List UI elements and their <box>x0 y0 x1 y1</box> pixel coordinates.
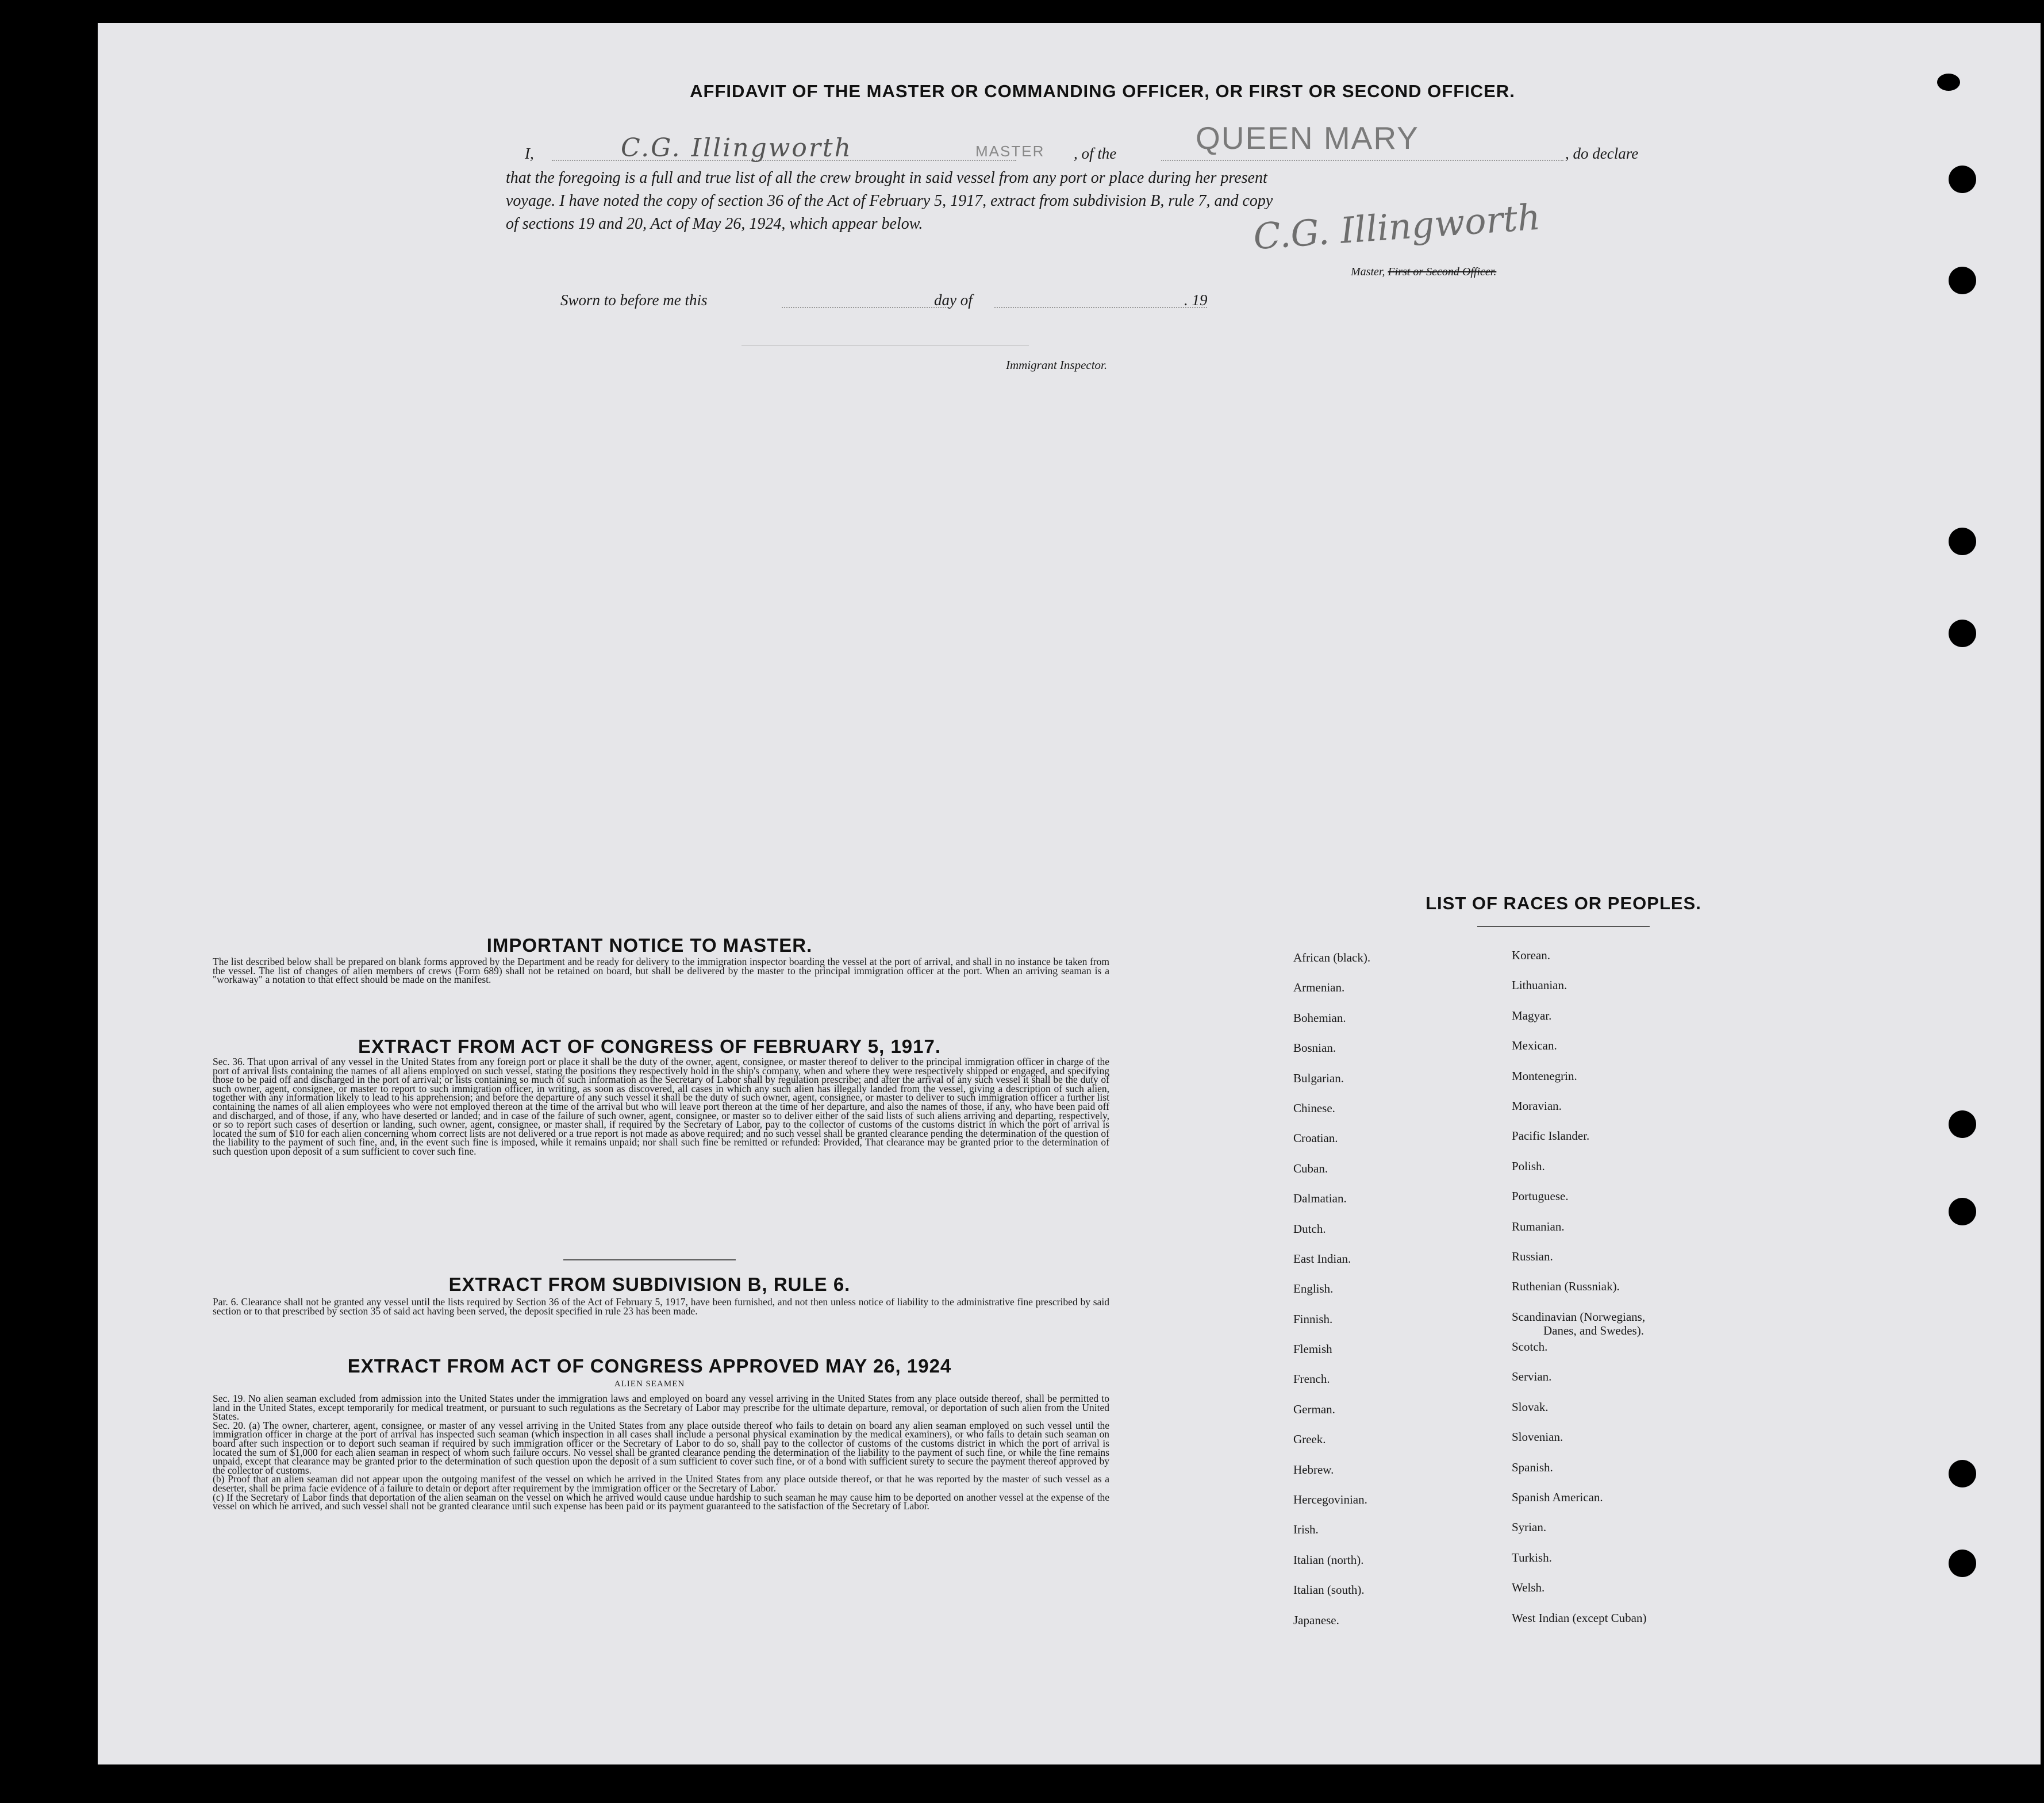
vessel-blank-line <box>1161 160 1563 161</box>
document-page <box>98 23 2041 1764</box>
race-item: Bulgarian. <box>1293 1071 1344 1085</box>
sworn-label: Sworn to before me this <box>560 291 708 309</box>
extract-1924-subtitle: ALIEN SEAMEN <box>614 1379 685 1389</box>
race-item: Russian. <box>1512 1249 1553 1263</box>
race-item: Cuban. <box>1293 1161 1328 1175</box>
race-item: Servian. <box>1512 1370 1552 1384</box>
binder-hole <box>1949 528 1976 555</box>
race-item: Pacific Islander. <box>1512 1129 1590 1143</box>
race-item: Montenegrin. <box>1512 1068 1577 1083</box>
race-item: Lithuanian. <box>1512 978 1567 993</box>
i-label: I, <box>525 145 534 162</box>
affidavit-line-3: voyage. I have noted the copy of section 36 of the Act of February 5, 1917, extract from subdivision B, rule 7, and copy <box>506 192 1273 210</box>
do-declare-label: , do declare <box>1565 145 1639 162</box>
sworn-day-line <box>782 307 948 308</box>
race-item: Scandinavian (Norwegians, <box>1512 1309 1646 1324</box>
race-item: Greek. <box>1293 1432 1326 1447</box>
race-item: French. <box>1293 1372 1330 1386</box>
extract-1917-text: Sec. 36. That upon arrival of any vessel in the United States from any foreign port or place it shall be the duty of the owner, agent, consignee, or master thereof to deliver to the principal immigration officer in charge of the port of arrival lists containing the names of all aliens employed on such vessel, stating the positions they respectively hold in the ship's company, when and where they were respectively shipped or engaged, and specifying those to be paid off and discharged in the port of arrival; or lists containing so much of such information as the Secretary of Labor shall by regulation prescribe; and after the arrival of any such vessel it shall be the duty of such owner, agent, consignee, or master to report to such immigration officer, in writing, as soon as discovered, all cases in which any such alien has illegally landed from the vessel, giving a description of such alien, together with any information likely to lead to his apprehension; and before the departure of any such vessel it shall be the duty of such owner, agent, consignee, or master to deliver to such immigration officer a further list containing the names of all alien employees who were not employed thereon at the time of the arrival but who will leave port thereon at the time of her departure, and also the names of those, if any, who have been paid off and discharged, and of those, if any, who have deserted or landed; and in case of the failure of such owner, agent, consignee, or master so to deliver either of the said lists of such aliens arriving and departing, respectively, or so to report such cases of desertion or landing, such owner, agent, consignee, or master shall, if required by the Secretary of Labor, pay to the collector of customs of the customs district in which the port of arrival is located the sum of $10 for each alien concerning whom correct lists are not delivered or a true report is not made as above required; and no such vessel shall be granted clearance pending the determination of the question of the liability to the payment of such fine, and, in the event such fine is imposed, while it remains unpaid; nor shall such fine be remitted or refunded: Provided, That clearance may be granted prior to the determination of such question upon deposit of a sum sufficient to cover such fine. <box>213 1056 1109 1157</box>
binder-hole <box>1949 1198 1976 1225</box>
day-of-label: day of <box>934 291 973 309</box>
race-item: Italian (north). <box>1293 1552 1364 1567</box>
inspector-label: Immigrant Inspector. <box>1006 358 1108 372</box>
race-item: Scotch. <box>1512 1340 1548 1354</box>
races-title: LIST OF RACES OR PEOPLES. <box>1426 893 1701 913</box>
race-item: Flemish <box>1293 1342 1332 1356</box>
race-item: Dalmatian. <box>1293 1191 1347 1206</box>
race-item: Chinese. <box>1293 1101 1335 1115</box>
race-item: Rumanian. <box>1512 1219 1565 1233</box>
extract-1924-text: Sec. 19. No alien seaman excluded from admission into the United States under the immigration laws and employed on board any vessel arriving in the United States from any place outside thereof, shall be permitted to land in the United States, except temporarily for medical treatment, or pursuant to such regulations as the Secretary of Labor may prescribe for the ultimate departure, removal, or deportation of such alien from the United States. Sec. 20. (a) The owner, charterer, agent, consignee, or master of any vessel arriving in the United States from any place outside thereof who fails to detain on board any alien seaman employed on such vessel until the immigration officer in charge at the port of arrival has inspected such seaman (which inspection in all cases shall include a personal physical examination by the medical examiners), or who fails to detain such seaman on board after such inspection or to deport such seaman if required by such immigration officer or the Secretary of Labor to do so, shall pay to the collector of customs of the customs district in which the port of arrival is located the sum of $1,000 for each alien seaman in respect of whom such failure occurs. No vessel shall be granted clearance pending the determination of the liability to the payment of such fine, or while the fine remains unpaid, except that clearance may be granted prior to the determination of such question upon the deposit of a sum sufficient to cover such fine, or of a bond with sufficient surety to secure the payment thereof approved by the collector of customs. (b) Proof that an alien seaman did not appear upon the outgoing manifest of the vessel on which he arrived in the United States from any place outside thereof, or that he was reported by the master of such vessel as a deserter, shall be prima facie evidence of a failure to detain or deport after requirement by the immigration officer or the Secretary of Labor. (c) If the Secretary of Labor finds that deportation of the alien seaman on the vessel on which he arrived would cause undue hardship to such seaman he may cause him to be deported on another vessel at the expense of the vessel on which he arrived, and such vessel shall not be granted clearance until such expense has been paid or its payment guaranteed to the satisfaction of the Secretary of Labor. <box>213 1393 1109 1512</box>
extract-1924-title: EXTRACT FROM ACT OF CONGRESS APPROVED MAY 26, 1924 <box>347 1355 952 1377</box>
race-item: Moravian. <box>1512 1098 1562 1113</box>
race-item: Spanish. <box>1512 1460 1553 1474</box>
race-item: English. <box>1293 1282 1334 1296</box>
vessel-name-stamp: QUEEN MARY <box>1196 120 1419 156</box>
of-the-label: , of the <box>1074 145 1117 162</box>
race-item: Spanish American. <box>1512 1490 1603 1505</box>
race-item: Turkish. <box>1512 1550 1552 1564</box>
signature-caption <box>1351 266 1496 279</box>
race-item-continuation: Danes, and Swedes). <box>1543 1324 1644 1337</box>
race-item: Hercegovinian. <box>1293 1493 1367 1507</box>
race-item: Japanese. <box>1293 1613 1339 1627</box>
master-name-handwriting: C.G. Illingworth <box>621 133 852 163</box>
race-item: African (black). <box>1293 951 1371 964</box>
notice-text: The list described below shall be prepared on blank forms approved by the Department and be ready for delivery to the immigration inspector boarding the vessel at the port of arrival, and shall in no instance be taken from the vessel. The list of changes of alien members of crews (Form 689) shall not be retained on board, but shall be delivered by the master to the principal immigration officer at the port. When an arriving seaman is a "workaway" a notation to that effect should be made on the manifest. <box>213 956 1109 986</box>
race-item: Bosnian. <box>1293 1041 1336 1055</box>
year-label: . 19 <box>1184 291 1208 309</box>
race-item: Bohemian. <box>1293 1010 1346 1025</box>
race-item: Portuguese. <box>1512 1189 1569 1204</box>
race-item: Ruthenian (Russniak). <box>1512 1279 1620 1294</box>
race-item: Welsh. <box>1512 1581 1545 1595</box>
races-title-rule <box>1477 926 1650 927</box>
extract-rule6-text: Par. 6. Clearance shall not be granted any vessel until the lists required by Section 36 of the Act of February 5, 1917, have been furnished, and not then unless notice of liability to the administrative fine prescribed by said section or to that prescribed by section 35 of said act having been served, the deposit specified in rule 23 has been made. <box>213 1296 1109 1317</box>
race-item: Hebrew. <box>1293 1462 1334 1477</box>
master-signature: C.G. Illingworth <box>1252 195 1542 258</box>
binder-hole <box>1949 1460 1976 1487</box>
binder-hole <box>1949 1550 1976 1577</box>
notice-title: IMPORTANT NOTICE TO MASTER. <box>486 935 813 956</box>
binder-hole <box>1937 74 1960 91</box>
races-column-2 <box>1512 948 1646 1641</box>
affidavit-line-4: of sections 19 and 20, Act of May 26, 1924, which appear below. <box>506 215 923 233</box>
race-item: Korean. <box>1512 948 1551 962</box>
race-item: Dutch. <box>1293 1221 1326 1236</box>
race-item: Irish. <box>1293 1523 1319 1537</box>
race-item: West Indian (except Cuban) <box>1512 1610 1647 1625</box>
binder-hole <box>1949 1110 1976 1138</box>
race-item: Armenian. <box>1293 981 1345 995</box>
signature-caption-struck: First or Second Officer. <box>1388 266 1497 278</box>
binder-hole <box>1949 620 1976 647</box>
race-item: Magyar. <box>1512 1008 1552 1022</box>
signature-caption-master: Master, <box>1351 266 1385 278</box>
race-item: Italian (south). <box>1293 1583 1365 1597</box>
race-item: German. <box>1293 1402 1335 1416</box>
race-item: Syrian. <box>1512 1520 1547 1535</box>
extract-rule6-title: EXTRACT FROM SUBDIVISION B, RULE 6. <box>448 1274 851 1295</box>
binder-hole <box>1949 267 1976 294</box>
section-divider <box>563 1259 736 1260</box>
binder-hole <box>1949 166 1976 193</box>
race-item: East Indian. <box>1293 1251 1351 1266</box>
affidavit-title: AFFIDAVIT OF THE MASTER OR COMMANDING OFFICER, OR FIRST OR SECOND OFFICER. <box>690 81 1515 101</box>
race-item: Croatian. <box>1293 1131 1338 1145</box>
race-item: Finnish. <box>1293 1312 1333 1326</box>
rank-stamp: MASTER <box>975 143 1045 160</box>
races-column-1 <box>1293 951 1370 1643</box>
race-item: Slovak. <box>1512 1400 1549 1414</box>
race-item: Polish. <box>1512 1159 1545 1173</box>
affidavit-line-2: that the foregoing is a full and true list of all the crew brought in said vessel from any port or place during her present <box>506 169 1267 187</box>
extract-1917-title: EXTRACT FROM ACT OF CONGRESS OF FEBRUARY 5, 1917. <box>358 1036 942 1057</box>
race-item: Slovenian. <box>1512 1430 1563 1444</box>
race-item: Mexican. <box>1512 1039 1557 1053</box>
sworn-month-line <box>994 307 1207 308</box>
